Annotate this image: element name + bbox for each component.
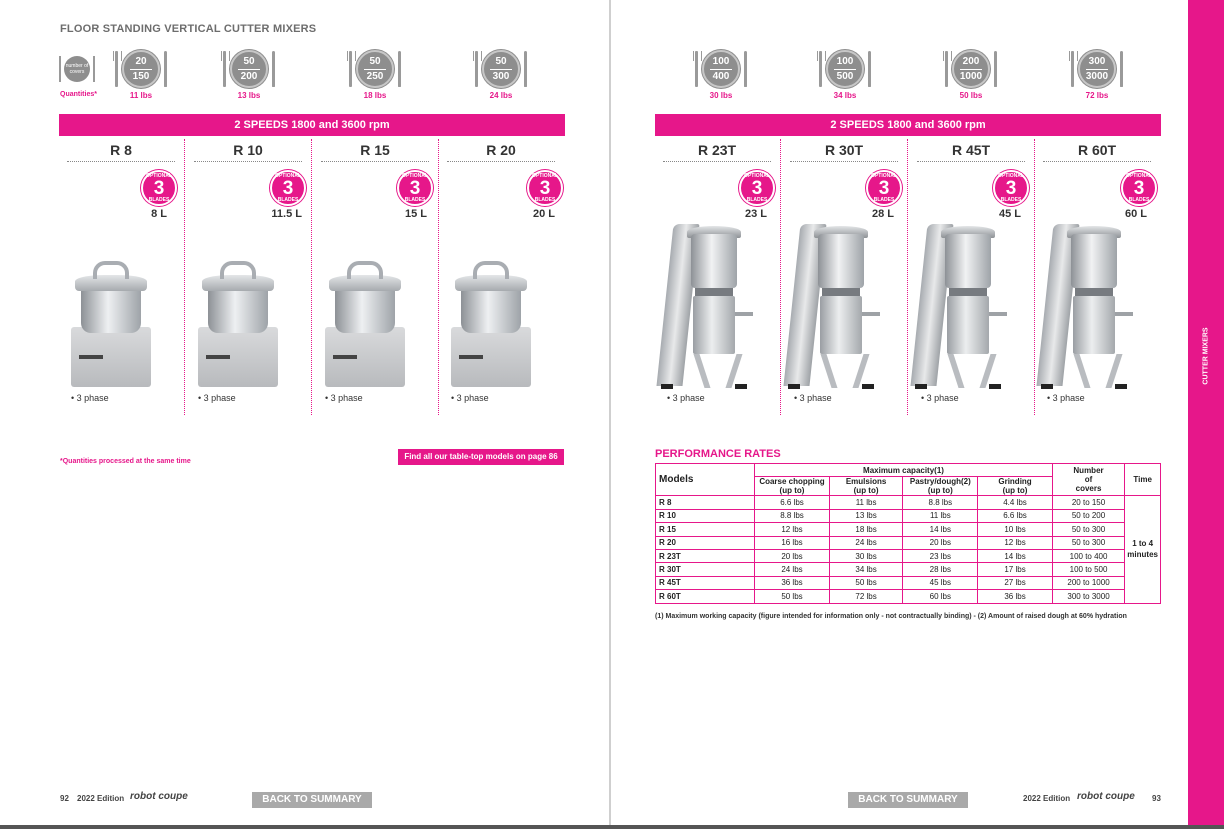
model-name: R 45T <box>917 142 1025 162</box>
col-covers: Number of covers <box>1052 464 1125 496</box>
page-number: 93 <box>1152 794 1161 803</box>
phase-spec: • 3 phase <box>794 393 832 403</box>
model-name: R 15 <box>321 142 429 162</box>
quantities-footnote: *Quantities processed at the same time <box>60 458 191 465</box>
right-page <box>611 0 1224 829</box>
plate-icon: 50 200 13 lbs <box>219 48 279 96</box>
section-title: FLOOR STANDING VERTICAL CUTTER MIXERS <box>60 23 317 35</box>
edition-label: 2022 Edition <box>77 794 125 803</box>
model-name: R 8 <box>67 142 175 162</box>
bowl-capacity: 23 L <box>744 208 767 220</box>
plate-quantity: 50 lbs <box>959 91 983 100</box>
model-name: R 10 <box>194 142 302 162</box>
bowl-capacity: 45 L <box>998 208 1021 220</box>
plate-quantity: 34 lbs <box>833 91 857 100</box>
optional-blades-badge: OPTIONAL 3 BLADES <box>270 170 306 206</box>
time-value: 1 to 4 minutes <box>1125 496 1161 603</box>
covers-legend-icon: number of covers <box>58 54 96 88</box>
col-grinding: Grinding (up to) <box>978 477 1053 496</box>
table-row: R 15 12 lbs 18 lbs 14 lbs 10 lbs 50 to 300 <box>656 523 1161 536</box>
phase-spec: • 3 phase <box>325 393 363 403</box>
section-side-tab[interactable] <box>1188 0 1224 829</box>
table-row: R 23T 20 lbs 30 lbs 23 lbs 14 lbs 100 to 400 <box>656 549 1161 562</box>
machine-image-r30t <box>786 214 882 390</box>
plate-quantity: 13 lbs <box>237 91 261 100</box>
speed-banner: 2 SPEEDS 1800 and 3600 rpm <box>59 114 565 136</box>
model-name: R 30T <box>790 142 898 162</box>
machine-image-r8 <box>71 257 151 387</box>
machine-image-r10 <box>198 257 278 387</box>
optional-blades-badge: OPTIONAL 3 BLADES <box>527 170 563 206</box>
phase-spec: • 3 phase <box>198 393 236 403</box>
bowl-capacity: 60 L <box>1124 208 1147 220</box>
machine-image-r23t <box>659 214 755 390</box>
model-column-r30t <box>782 139 908 415</box>
optional-blades-badge: OPTIONAL 3 BLADES <box>141 170 177 206</box>
bowl-capacity: 20 L <box>532 208 555 220</box>
back-to-summary-button[interactable]: BACK TO SUMMARY <box>848 792 968 808</box>
bowl-capacity: 28 L <box>871 208 894 220</box>
model-column-r60t <box>1035 139 1161 415</box>
back-to-summary-button[interactable]: BACK TO SUMMARY <box>252 792 372 808</box>
phase-spec: • 3 phase <box>921 393 959 403</box>
performance-footnote: (1) Maximum working capacity (figure intended for information only - not contractually binding) - (2) Amount of raised dough at 60% hydration <box>655 613 1127 620</box>
plate-quantity: 72 lbs <box>1085 91 1109 100</box>
left-page <box>0 0 609 829</box>
model-column-r15 <box>313 139 439 415</box>
optional-blades-badge: OPTIONAL 3 BLADES <box>866 170 902 206</box>
model-name: R 60T <box>1043 142 1151 162</box>
performance-title: PERFORMANCE RATES <box>655 448 781 460</box>
table-row: R 8 6.6 lbs 11 lbs 8.8 lbs 4.4 lbs 20 to 150 1 to 4 minutes <box>656 496 1161 509</box>
col-models: Models <box>656 464 755 496</box>
machine-image-r45t <box>913 214 1009 390</box>
machine-image-r20 <box>451 257 531 387</box>
plate-icon: 300 3000 72 lbs <box>1067 48 1127 96</box>
plate-icon: 20 150 11 lbs <box>111 48 171 96</box>
optional-blades-badge: OPTIONAL 3 BLADES <box>397 170 433 206</box>
plate-quantity: 30 lbs <box>709 91 733 100</box>
edition-label: 2022 Edition <box>1023 794 1071 803</box>
plate-icon: 100 500 34 lbs <box>815 48 875 96</box>
table-row: R 45T 36 lbs 50 lbs 45 lbs 27 lbs 200 to 1000 <box>656 576 1161 589</box>
phase-spec: • 3 phase <box>71 393 109 403</box>
optional-blades-badge: OPTIONAL 3 BLADES <box>993 170 1029 206</box>
col-coarse: Coarse chopping (up to) <box>755 477 830 496</box>
col-time: Time <box>1125 464 1161 496</box>
brand-logo: robot coupe <box>130 791 188 802</box>
optional-blades-badge: OPTIONAL 3 BLADES <box>1121 170 1157 206</box>
plate-quantity: 24 lbs <box>489 91 513 100</box>
quantities-label: Quantities* <box>60 91 97 98</box>
table-row: R 10 8.8 lbs 13 lbs 11 lbs 6.6 lbs 50 to 200 <box>656 509 1161 522</box>
optional-blades-badge: OPTIONAL 3 BLADES <box>739 170 775 206</box>
bowl-capacity: 11.5 L <box>271 208 302 220</box>
plate-icon: 50 250 18 lbs <box>345 48 405 96</box>
col-max-capacity: Maximum capacity(1) <box>755 464 1053 477</box>
table-row: R 20 16 lbs 24 lbs 20 lbs 12 lbs 50 to 300 <box>656 536 1161 549</box>
model-column-r8 <box>59 139 185 415</box>
side-tab-label: CUTTER MIXERS <box>1202 327 1210 385</box>
model-name: R 20 <box>447 142 555 162</box>
table-top-models-link[interactable]: Find all our table-top models on page 86 <box>398 449 564 465</box>
bowl-capacity: 15 L <box>404 208 427 220</box>
machine-image-r15 <box>325 257 405 387</box>
model-column-r20 <box>439 139 565 415</box>
plate-icon: 50 300 24 lbs <box>471 48 531 96</box>
table-row: R 30T 24 lbs 34 lbs 28 lbs 17 lbs 100 to 500 <box>656 563 1161 576</box>
phase-spec: • 3 phase <box>451 393 489 403</box>
plate-icon: 100 400 30 lbs <box>691 48 751 96</box>
phase-spec: • 3 phase <box>1047 393 1085 403</box>
plate-quantity: 11 lbs <box>129 91 153 100</box>
col-pastry: Pastry/dough(2) (up to) <box>903 477 978 496</box>
bottom-scroll-bar[interactable] <box>0 825 1224 829</box>
model-column-r23t <box>655 139 781 415</box>
model-column-r45t <box>909 139 1035 415</box>
col-emulsions: Emulsions (up to) <box>829 477 903 496</box>
model-name: R 23T <box>663 142 771 162</box>
phase-spec: • 3 phase <box>667 393 705 403</box>
page-number: 92 <box>60 794 69 803</box>
performance-table <box>655 463 1161 604</box>
plate-quantity: 18 lbs <box>363 91 387 100</box>
plate-icon: 200 1000 50 lbs <box>941 48 1001 96</box>
bowl-capacity: 8 L <box>151 208 167 220</box>
machine-image-r60t <box>1039 214 1135 390</box>
brand-logo: robot coupe <box>1077 791 1135 802</box>
model-column-r10 <box>186 139 312 415</box>
table-row: R 60T 50 lbs 72 lbs 60 lbs 36 lbs 300 to 3000 <box>656 590 1161 603</box>
speed-banner: 2 SPEEDS 1800 and 3600 rpm <box>655 114 1161 136</box>
